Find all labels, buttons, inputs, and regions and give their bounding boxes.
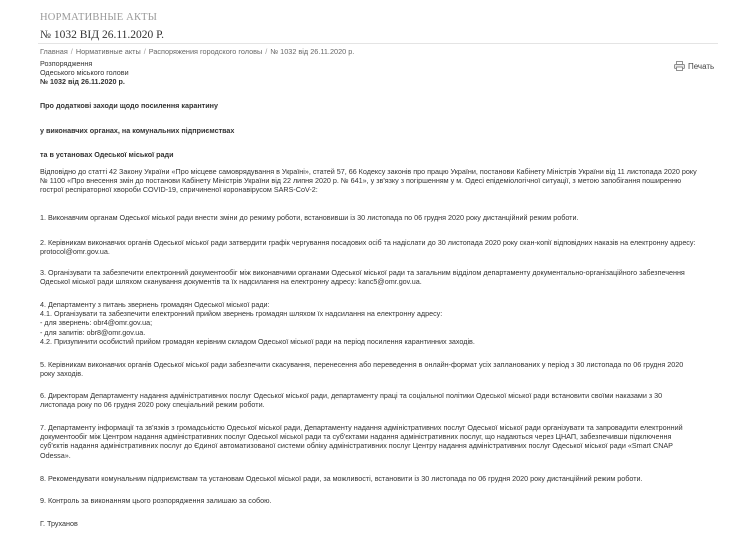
- doc-heading: [40, 59, 720, 87]
- doc-paragraph-2: 2. Керівникам виконавчих органів Одеської міської ради затвердити графік чергування посадових осіб та надіслати до 30 листопада 2020 року скан-копії відповідних наказів на електронну адресу: protocol@omr.gov.ua.: [40, 238, 696, 257]
- breadcrumb-home-link[interactable]: Главная: [40, 47, 68, 56]
- doc-number-date: № 1032 від 26.11.2020 р.: [40, 77, 125, 87]
- breadcrumb: [40, 47, 354, 56]
- doc-title-line: та в установах Одеської міської ради: [40, 150, 174, 159]
- doc-paragraph-6: 6. Директорам Департаменту надання адміністративних послуг Одеської міської ради, департаменту праці та соціальної політики Одеської міської ради встановити своїми наказами з 30 листопада року по 06 грудня 2020 року спеціальний режим роботи.: [40, 391, 663, 410]
- header-divider: [38, 43, 718, 44]
- breadcrumb-separator: /: [265, 47, 268, 56]
- doc-paragraph-1: 1. Виконавчим органам Одеської міської ради внести зміни до режиму роботи, встановивши із 30 листопада по 06 грудня 2020 року дистанційний режим роботи.: [40, 213, 579, 222]
- doc-paragraph-3: 3. Організувати та забезпечити електронний документообіг між виконавчими органами Одеської міської ради та загальним відділом департаменту документально-організаційного забезпечення Одеської міської ради шляхом сканування документів та їх надсилання на електронну адресу: kanc5@omr.gov.ua.: [40, 268, 685, 287]
- doc-paragraph-9: 9. Контроль за виконанням цього розпорядження залишаю за собою.: [40, 496, 272, 505]
- doc-issuer: Одеського міського голови: [40, 68, 129, 78]
- doc-paragraph-8: 8. Рекомендувати комунальним підприємствам та установам Одеської міської ради, за можливості, встановити із 30 листопада по 06 грудня 2020 року дистанційний режим роботи.: [40, 474, 643, 483]
- breadcrumb-separator: /: [70, 47, 73, 56]
- breadcrumb-orders-link[interactable]: Распоряжения городского головы: [148, 47, 263, 56]
- doc-paragraph-5: 5. Керівникам виконавчих органів Одеської міської ради забезпечити скасування, перенесення або переведення в онлайн-формат усіх запланованих у період з 30 листопада по 06 грудня 2020 року заходів.: [40, 360, 684, 379]
- page-title: № 1032 ВІД 26.11.2020 Р.: [40, 29, 164, 41]
- doc-type: Розпорядження: [40, 59, 93, 68]
- doc-paragraph-4: 4. Департаменту з питань звернень громадян Одеської міської ради: 4.1. Організувати та забезпечити електронний прийом звернень громадян шляхом їх надсилання на електронну адресу: - для звернень: obr4@omr.gov.ua; - для запитів: obr8@omr.gov.ua. 4.2. Призупинити особистий прийом громадян керівним складом Одеської міської ради на період посилення карантинних заходів.: [40, 300, 475, 346]
- doc-signature: Г. Труханов: [40, 519, 78, 528]
- breadcrumb-acts-link[interactable]: Нормативные акты: [75, 47, 141, 56]
- doc-title-line: Про додаткові заходи щодо посилення карантину: [40, 101, 218, 110]
- doc-preamble: Відповідно до статті 42 Закону України «Про місцеве самоврядування в Україні», статей 57, 66 Кодексу законів про працю України, постанови Кабінету Міністрів України від 11 листопада 2020 року № 1100 «Про внесення змін до постанови Кабінету Міністрів України від 22 липня 2020 р. № 641», у зв'язку з погіршенням у м. Одесі епідеміологічної ситуації, з метою запобігання поширенню гострої респіраторної хвороби COVID-19, спричиненої коронавірусом SARS-CoV-2:: [40, 167, 697, 195]
- print-label: Печать: [688, 61, 715, 71]
- doc-title-line: у виконавчих органах, на комунальних підприємствах: [40, 126, 235, 135]
- breadcrumb-current: № 1032 від 26.11.2020 р.: [270, 47, 355, 56]
- doc-paragraph-7: 7. Департаменту інформації та зв'язків з громадськістю Одеської міської ради, Департаменту надання адміністративних послуг Одеської міської ради організувати та запровадити електронний документообіг між Центром надання адміністративних послуг Одеської міської ради та суб'єктами надання адміністративних послуг, що надаються через ЦНАП, забезпечивши підключення суб'єктів надання адміністративних послуг до Єдиної автоматизованої системи обліку адміністративних послуг Центру надання адміністративних послуг Одеської міської ради «Smart CNAP Odessa».: [40, 423, 683, 460]
- section-label: НОРМАТИВНЫЕ АКТЫ: [40, 12, 158, 23]
- breadcrumb-separator: /: [143, 47, 146, 56]
